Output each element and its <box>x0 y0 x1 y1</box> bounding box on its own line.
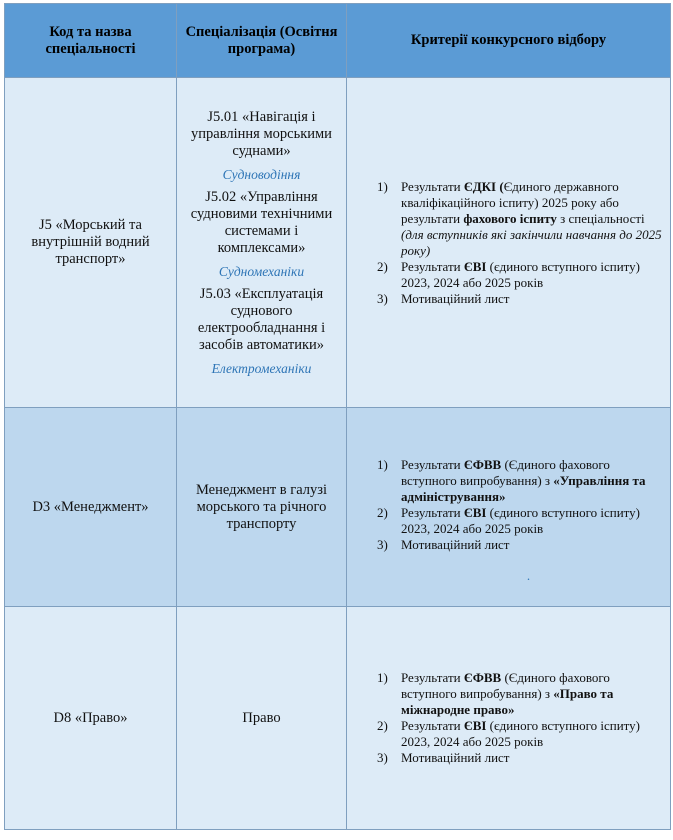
admission-criteria-table <box>4 3 671 830</box>
stray-dot: . <box>526 567 531 583</box>
table-row <box>5 78 671 408</box>
list-item: 3) Мотиваційний лист <box>377 536 510 552</box>
header-specialization: Спеціалізація (Освітня програма) <box>177 4 347 78</box>
specialization-cell: Менеджмент в галузі морського та річного транспорту <box>177 408 347 607</box>
list-item: 3) Мотиваційний лист <box>377 750 510 765</box>
specialty-code-cell: D8 «Право» <box>5 607 177 830</box>
criteria-list <box>347 179 670 307</box>
list-item: 2) Результати ЄВІ (єдиного вступного іспиту) 2023, 2024 або 2025 років <box>377 504 641 536</box>
header-specialty-code: Код та назва спеціальності <box>5 4 177 78</box>
specialization-cell <box>177 78 347 408</box>
list-item: 1) Результати ЄФВВ (Єдиного фахового вступного випробування) з «Управління та адміністрування» <box>377 456 646 504</box>
criteria-cell <box>347 78 671 408</box>
specialization-item: J5.01 «Навігація і управління морськими суднами» Судноводіння <box>191 108 332 182</box>
specialty-code-cell: D3 «Менеджмент» <box>5 408 177 607</box>
specialization-cell: Право <box>177 607 347 830</box>
table-row <box>5 408 671 607</box>
criteria-cell <box>347 607 671 830</box>
table-row <box>5 607 671 830</box>
list-item: 1) Результати ЄФВВ (Єдиного фахового вступного випробування) з «Право та міжнародне право» <box>377 670 614 717</box>
list-item: 2) Результати ЄВІ (єдиного вступного іспиту) 2023, 2024 або 2025 років <box>377 718 641 749</box>
list-item: 3) Мотиваційний лист <box>377 290 510 306</box>
list-item: 2) Результати ЄВІ (єдиного вступного іспиту) 2023, 2024 або 2025 років <box>377 258 641 290</box>
criteria-list <box>347 457 670 553</box>
header-selection-criteria: Критерії конкурсного відбору <box>347 4 671 78</box>
criteria-list <box>347 670 670 766</box>
list-item: 1) Результати ЄДКІ (Єдиного державного кваліфікаційного іспиту) 2025 року або результати фахового іспиту з спеціальності (для вступників які закінчили навчання до 2025 року) <box>377 178 662 258</box>
specialty-code-cell: J5 «Морський та внутрішній водний транспорт» <box>5 78 177 408</box>
specialization-item: J5.03 «Експлуатація суднового електрообладнання і засобів автоматики» Електромеханіки <box>197 285 326 376</box>
criteria-cell <box>347 408 671 607</box>
specialization-item: J5.02 «Управління судновими технічними системами і комплексами» Судномеханіки <box>190 188 333 279</box>
table-header-row <box>5 4 671 78</box>
